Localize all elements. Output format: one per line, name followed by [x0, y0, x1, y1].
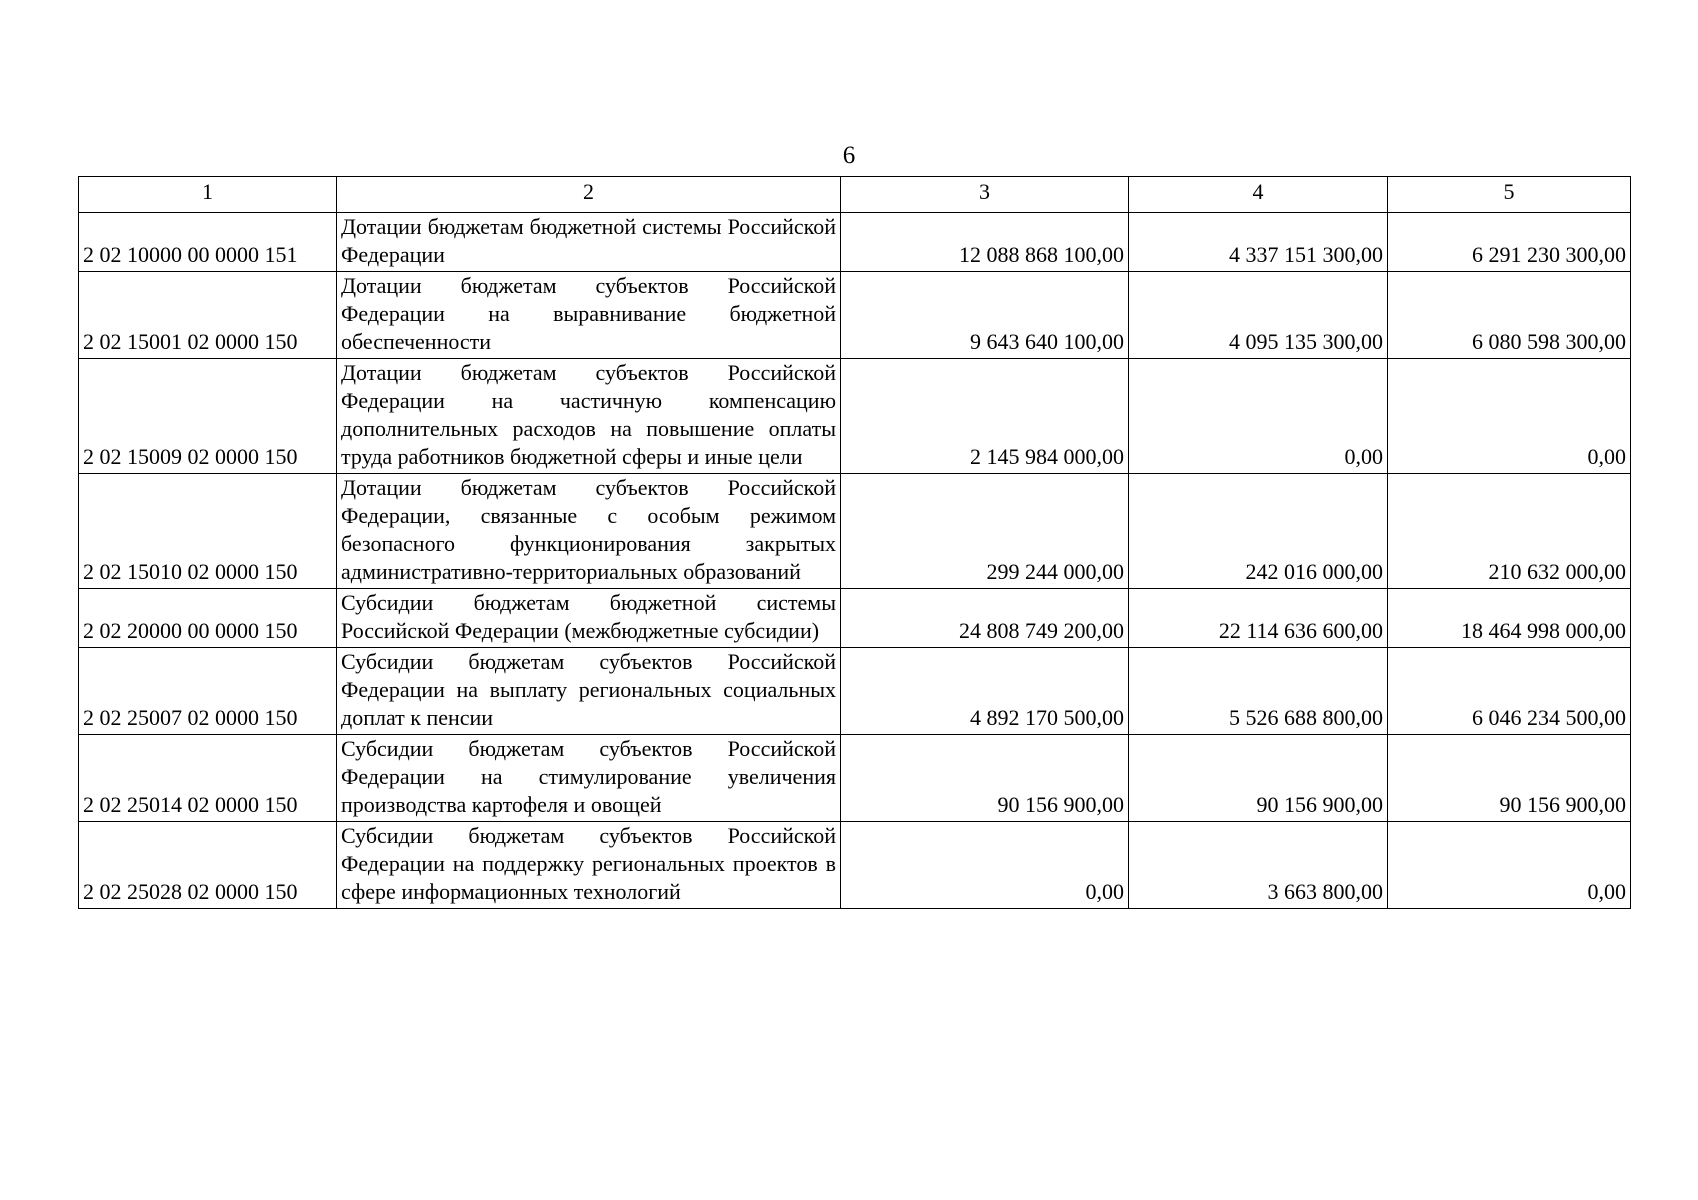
amount-col4-cell: 3 663 800,00	[1129, 822, 1388, 909]
column-header-2: 2	[337, 177, 841, 213]
table-row	[79, 648, 1631, 735]
table-row	[79, 359, 1631, 474]
amount-col4-cell: 0,00	[1129, 359, 1388, 474]
revenue-name-cell: Дотации бюджетам субъектов Российской Федерации, связанные с особым режимом безопасного функционирования закрытых административно-территориальных образований	[337, 474, 841, 589]
table-row	[79, 822, 1631, 909]
amount-col3-cell: 24 808 749 200,00	[841, 589, 1129, 648]
budget-code-cell: 2 02 25028 02 0000 150	[79, 822, 337, 909]
amount-col5-cell: 6 080 598 300,00	[1388, 272, 1631, 359]
revenue-name-cell: Субсидии бюджетам субъектов Российской Федерации на поддержку региональных проектов в сфере информационных технологий	[337, 822, 841, 909]
table-row	[79, 735, 1631, 822]
table-row	[79, 474, 1631, 589]
column-header-3: 3	[841, 177, 1129, 213]
table-row	[79, 589, 1631, 648]
page-number: 6	[842, 142, 856, 169]
amount-col5-cell: 0,00	[1388, 822, 1631, 909]
column-header-1: 1	[79, 177, 337, 213]
amount-col5-cell: 90 156 900,00	[1388, 735, 1631, 822]
column-header-5: 5	[1388, 177, 1631, 213]
budget-code-cell: 2 02 15001 02 0000 150	[79, 272, 337, 359]
revenue-name-cell: Дотации бюджетам субъектов Российской Федерации на выравнивание бюджетной обеспеченности	[337, 272, 841, 359]
amount-col3-cell: 9 643 640 100,00	[841, 272, 1129, 359]
budget-code-cell: 2 02 15010 02 0000 150	[79, 474, 337, 589]
amount-col5-cell: 6 291 230 300,00	[1388, 213, 1631, 272]
revenue-name-cell: Субсидии бюджетам бюджетной системы Российской Федерации (межбюджетные субсидии)	[337, 589, 841, 648]
budget-revenue-table	[78, 176, 1631, 909]
amount-col3-cell: 299 244 000,00	[841, 474, 1129, 589]
amount-col3-cell: 12 088 868 100,00	[841, 213, 1129, 272]
amount-col5-cell: 6 046 234 500,00	[1388, 648, 1631, 735]
budget-code-cell: 2 02 20000 00 0000 150	[79, 589, 337, 648]
revenue-name-cell: Субсидии бюджетам субъектов Российской Федерации на стимулирование увеличения производства картофеля и овощей	[337, 735, 841, 822]
amount-col3-cell: 0,00	[841, 822, 1129, 909]
revenue-name-cell: Субсидии бюджетам субъектов Российской Федерации на выплату региональных социальных доплат к пенсии	[337, 648, 841, 735]
revenue-name-cell: Дотации бюджетам бюджетной системы Российской Федерации	[337, 213, 841, 272]
revenue-name-cell: Дотации бюджетам субъектов Российской Федерации на частичную компенсацию дополнительных расходов на повышение оплаты труда работников бюджетной сферы и иные цели	[337, 359, 841, 474]
column-header-4: 4	[1129, 177, 1388, 213]
table-header-row	[79, 177, 1631, 213]
table-row	[79, 213, 1631, 272]
amount-col3-cell: 2 145 984 000,00	[841, 359, 1129, 474]
amount-col4-cell: 4 337 151 300,00	[1129, 213, 1388, 272]
amount-col3-cell: 90 156 900,00	[841, 735, 1129, 822]
amount-col4-cell: 22 114 636 600,00	[1129, 589, 1388, 648]
amount-col4-cell: 242 016 000,00	[1129, 474, 1388, 589]
budget-code-cell: 2 02 15009 02 0000 150	[79, 359, 337, 474]
budget-code-cell: 2 02 25014 02 0000 150	[79, 735, 337, 822]
amount-col5-cell: 0,00	[1388, 359, 1631, 474]
amount-col4-cell: 4 095 135 300,00	[1129, 272, 1388, 359]
budget-code-cell: 2 02 10000 00 0000 151	[79, 213, 337, 272]
budget-code-cell: 2 02 25007 02 0000 150	[79, 648, 337, 735]
amount-col4-cell: 5 526 688 800,00	[1129, 648, 1388, 735]
amount-col5-cell: 18 464 998 000,00	[1388, 589, 1631, 648]
amount-col5-cell: 210 632 000,00	[1388, 474, 1631, 589]
amount-col4-cell: 90 156 900,00	[1129, 735, 1388, 822]
table-row	[79, 272, 1631, 359]
amount-col3-cell: 4 892 170 500,00	[841, 648, 1129, 735]
